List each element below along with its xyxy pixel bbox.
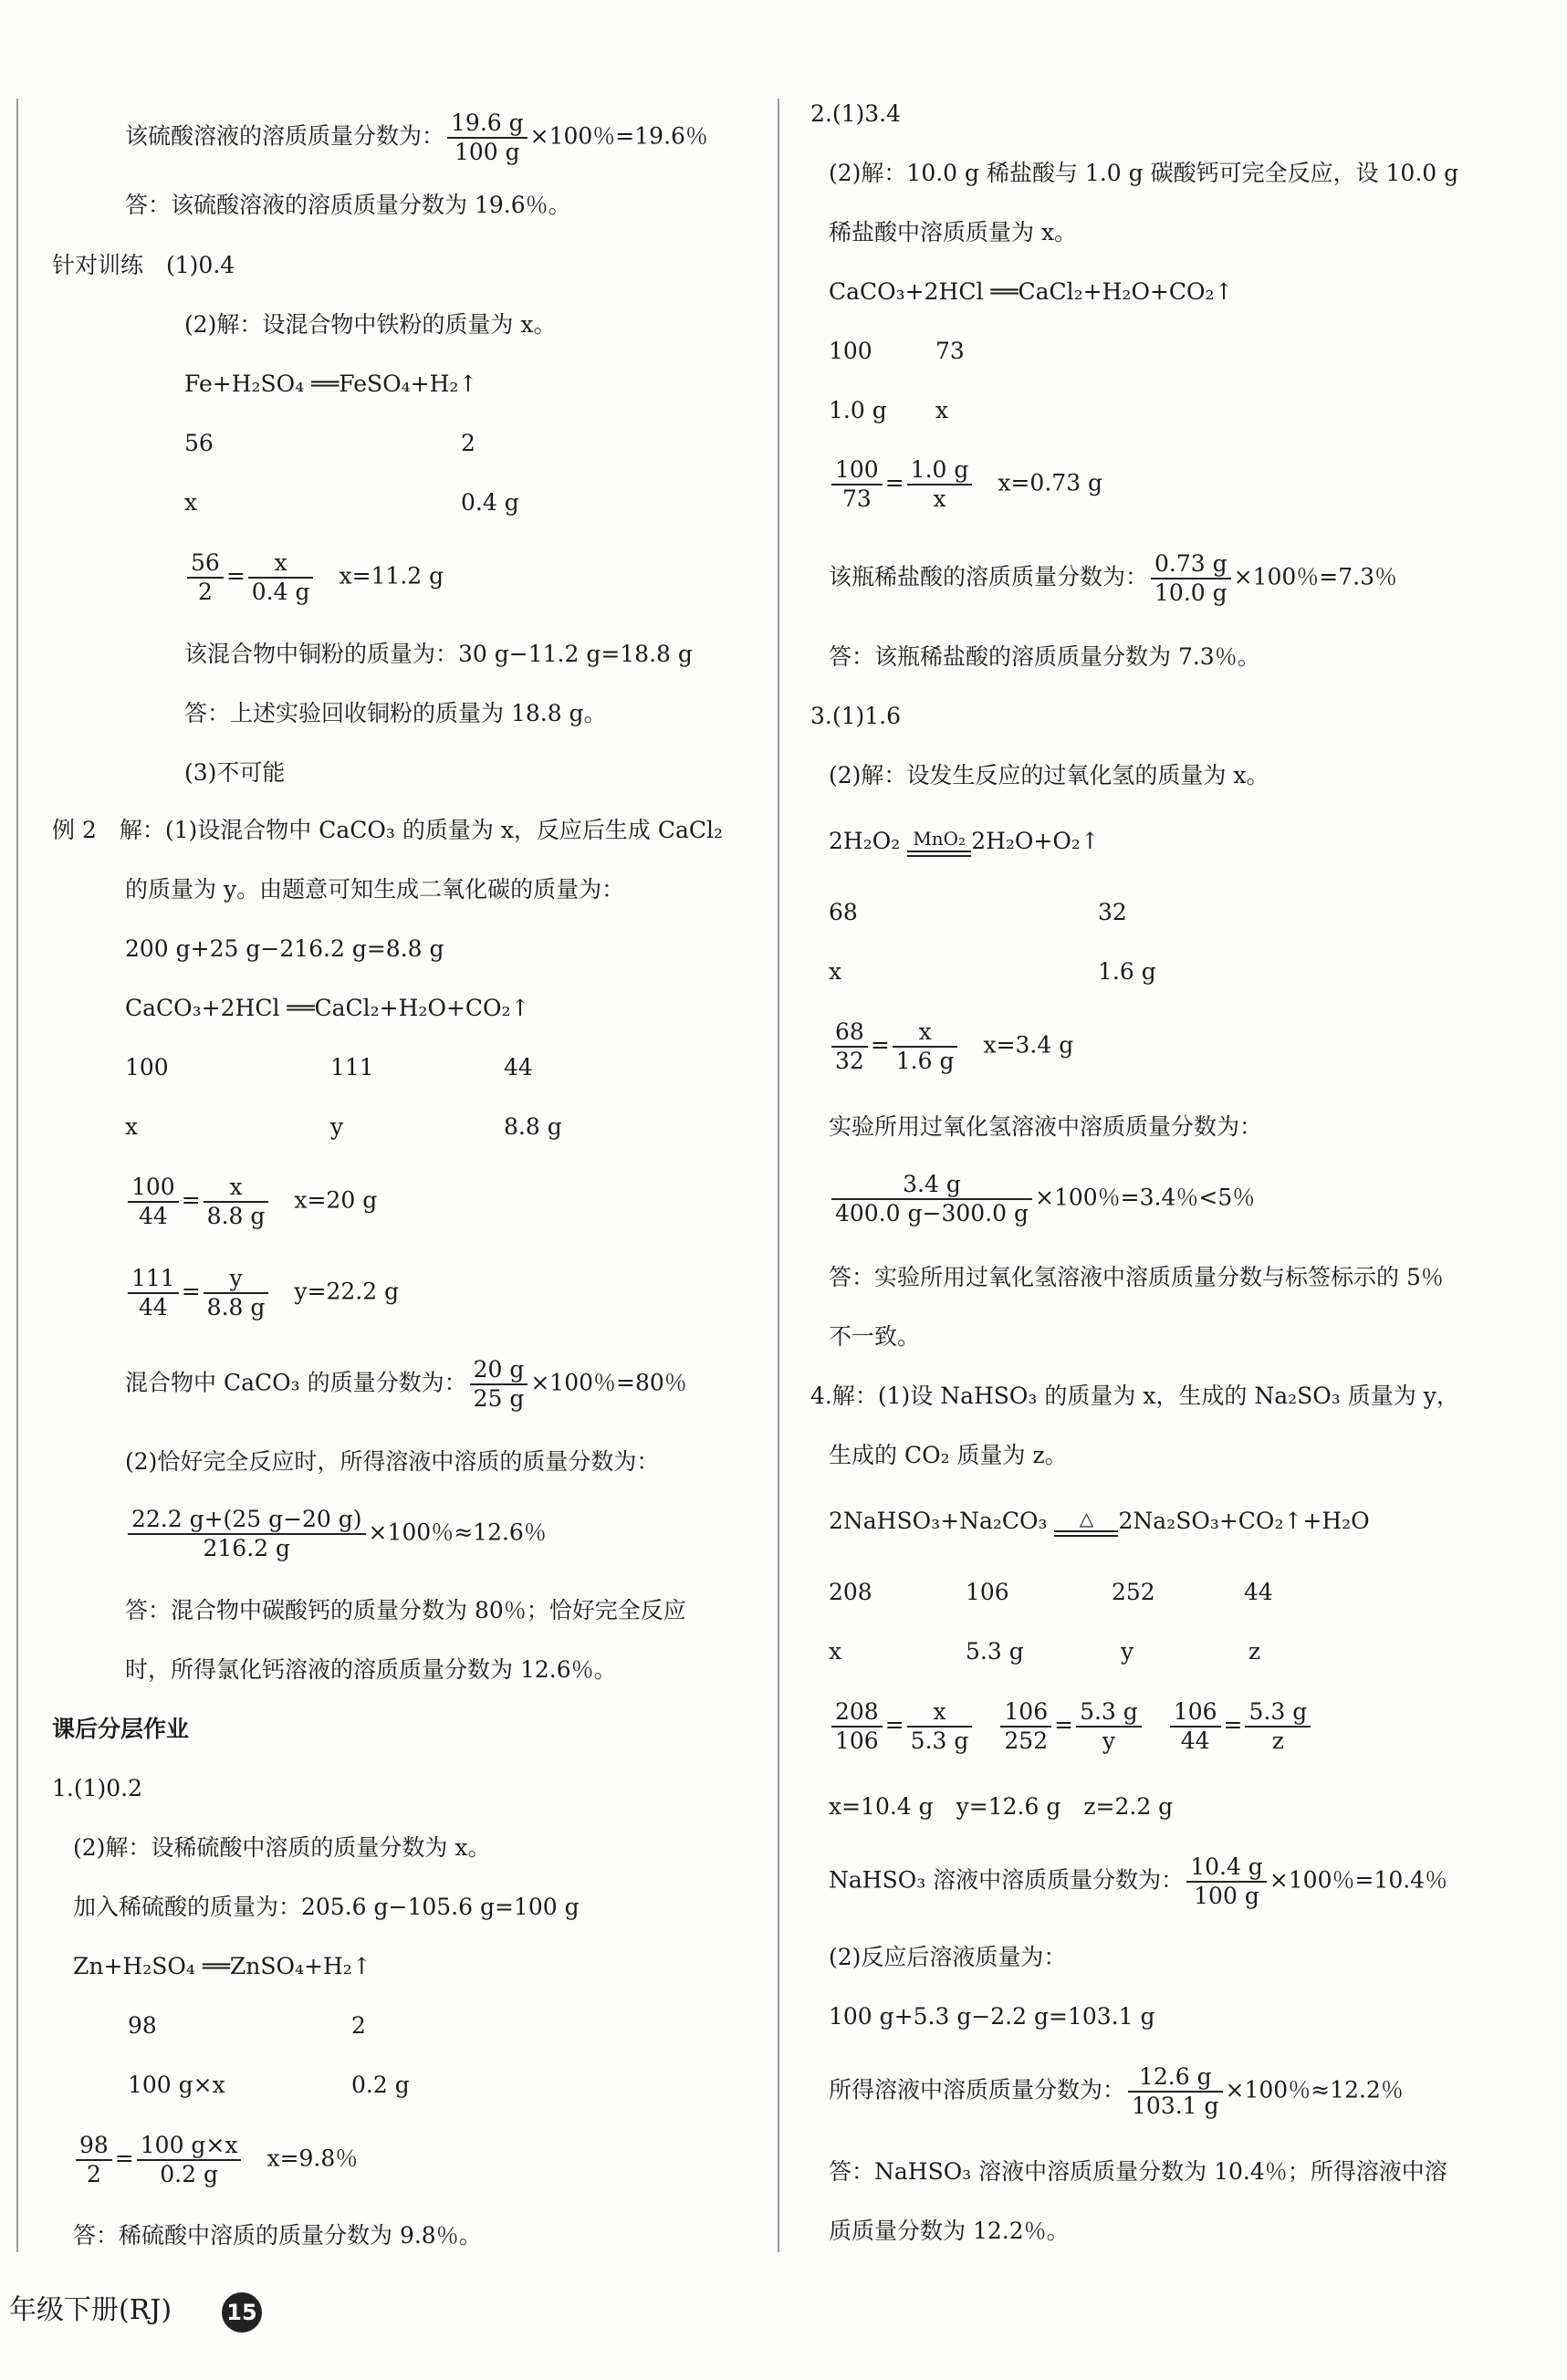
left-line <box>125 993 530 1024</box>
fraction <box>1170 1698 1221 1755</box>
text-run: y=22.2 g <box>271 1278 400 1305</box>
fraction <box>137 2132 242 2188</box>
fraction-denominator: 100 g <box>454 139 520 165</box>
fraction-numerator: 5.3 g <box>1076 1698 1142 1728</box>
text-run: CaCO₃+2HCl ══CaCl₂+H₂O+CO₂↑ <box>125 995 530 1021</box>
left-line <box>73 2132 358 2188</box>
right-line <box>1248 1636 1260 1667</box>
footer-label: 年级下册(RJ) <box>9 2294 172 2326</box>
text-run: Fe+H₂SO₄ ══FeSO₄+H₂↑ <box>184 371 478 397</box>
fraction <box>1000 1698 1051 1755</box>
fraction-denominator: 216.2 g <box>203 1535 291 1561</box>
text-run: = <box>884 1711 904 1738</box>
right-line <box>829 826 1100 857</box>
fraction <box>447 110 528 166</box>
left-line <box>52 1714 189 1745</box>
text-run: 实验所用过氧化氢溶液中溶质质量分数为： <box>829 1113 1263 1140</box>
text-run: 100 <box>829 338 872 364</box>
right-line <box>829 956 841 987</box>
fraction <box>831 1171 1032 1227</box>
fraction-denominator: 44 <box>1180 1728 1210 1754</box>
text-run: 所得溶液中溶质质量分数为： <box>829 2076 1126 2103</box>
left-line <box>504 1052 533 1083</box>
text-run: (2)解：设发生反应的过氧化氢的质量为 x。 <box>829 762 1269 788</box>
text-run: 答：实验所用过氧化氢溶液中溶质质量分数与标签标示的 5％ <box>829 1264 1444 1290</box>
text-run: z <box>1248 1638 1261 1665</box>
text-run: 稀盐酸中溶质质量为 x。 <box>829 219 1078 245</box>
right-line <box>829 1942 1066 1973</box>
fraction-numerator: 106 <box>1000 1698 1051 1728</box>
text-run: 答：混合物中碳酸钙的质量分数为 80％；恰好完全反应 <box>125 1597 686 1623</box>
text-run: x=0.73 g <box>975 469 1103 496</box>
right-line <box>1121 1636 1133 1667</box>
text-run: = <box>1223 1711 1243 1738</box>
right-line <box>966 1636 1024 1667</box>
right-line <box>829 1506 1370 1537</box>
fraction <box>893 1018 958 1075</box>
text-run: 2 <box>461 430 475 456</box>
text-run: 56 <box>184 430 214 456</box>
left-line <box>125 190 571 221</box>
right-line <box>829 1636 841 1667</box>
text-run: 混合物中 CaCO₃ 的质量分数为： <box>125 1369 467 1396</box>
fraction-denominator: z <box>1271 1728 1284 1754</box>
text-run: 44 <box>1244 1579 1273 1605</box>
text-run: 课后分层作业 <box>52 1716 190 1742</box>
right-line <box>1098 897 1127 928</box>
fraction-numerator: 0.73 g <box>1151 550 1231 579</box>
right-line <box>829 456 1102 513</box>
left-line <box>351 2010 366 2041</box>
text-run: 8.8 g <box>504 1113 562 1140</box>
fraction-denominator: 100 g <box>1194 1883 1259 1909</box>
fraction-numerator: 208 <box>831 1698 883 1728</box>
fraction-denominator: 73 <box>841 485 872 512</box>
text-run: NaHSO₃ 溶液中溶质质量分数为： <box>829 1866 1185 1894</box>
fraction-denominator: 2 <box>197 579 213 605</box>
fraction <box>204 1174 269 1230</box>
fraction-numerator: 22.2 g+(25 g−20 g) <box>128 1506 366 1535</box>
left-line <box>184 369 477 400</box>
text-run: 0.4 g <box>461 489 519 516</box>
fraction-numerator: 111 <box>128 1265 179 1294</box>
left-line <box>52 250 235 281</box>
fraction <box>128 1265 179 1321</box>
text-run: 5.3 g <box>966 1638 1024 1665</box>
left-line <box>184 639 693 670</box>
right-line <box>829 1112 1262 1143</box>
text-run: x <box>184 489 198 516</box>
text-run: 质质量分数为 12.2％。 <box>829 2218 1070 2244</box>
text-run: ×100％=80％ <box>530 1369 687 1396</box>
equation-left: 2NaHSO₃+Na₂CO₃ <box>829 1508 1055 1534</box>
fraction-denominator: 8.8 g <box>206 1203 266 1229</box>
text-run: 4.解：(1)设 NaHSO₃ 的质量为 x，生成的 Na₂SO₃ 质量为 y， <box>810 1383 1459 1409</box>
text-run: 100 g+5.3 g−2.2 g=103.1 g <box>829 2003 1155 2030</box>
left-line <box>125 1655 617 1686</box>
text-run: (2)解：设混合物中铁粉的质量为 x。 <box>184 311 557 338</box>
right-line <box>829 336 872 367</box>
equation-right: 2H₂O+O₂↑ <box>971 828 1100 854</box>
left-line <box>125 1052 169 1083</box>
fraction-denominator: 103.1 g <box>1132 2093 1219 2119</box>
fraction-numerator: 106 <box>1170 1698 1221 1728</box>
right-line <box>829 1698 1313 1755</box>
text-run: 2 <box>351 2012 366 2039</box>
right-line <box>829 1791 1173 1822</box>
right-line <box>829 1018 1073 1075</box>
text-run: x <box>125 1113 139 1140</box>
text-run: Zn+H₂SO₄ ══ZnSO₄+H₂↑ <box>73 1953 371 1979</box>
fraction <box>1245 1698 1311 1755</box>
right-line <box>829 277 1234 308</box>
right-line <box>829 2216 1070 2247</box>
text-run: 1.(1)0.2 <box>52 1775 143 1801</box>
text-run: 该混合物中铜粉的质量为：30 g−11.2 g=18.8 g <box>184 641 693 667</box>
fraction <box>248 549 314 606</box>
reaction-condition-sign <box>1054 1508 1118 1537</box>
left-line <box>351 2070 410 2101</box>
right-line <box>829 217 1077 248</box>
text-run: x <box>829 958 842 985</box>
fraction-numerator: x <box>204 1174 269 1203</box>
text-run: = <box>225 562 245 590</box>
text-run: 68 <box>829 899 858 925</box>
fraction-numerator: 100 g×x <box>137 2132 242 2161</box>
fraction-denominator: 0.4 g <box>251 579 310 605</box>
text-run: 44 <box>504 1054 533 1080</box>
text-run: 答：上述实验回收铜粉的质量为 18.8 g。 <box>184 700 607 726</box>
text-run: x=20 g <box>271 1186 378 1214</box>
text-run: 200 g+25 g−216.2 g=8.8 g <box>125 935 444 962</box>
text-run: 2.(1)3.4 <box>810 100 902 127</box>
fraction-numerator: 5.3 g <box>1245 1698 1311 1728</box>
left-line <box>125 1174 377 1230</box>
fraction <box>1151 550 1231 607</box>
text-run: x=10.4 g y=12.6 g z=2.2 g <box>829 1793 1174 1820</box>
right-line <box>1112 1577 1155 1608</box>
fraction <box>1186 1853 1267 1910</box>
text-run: x=3.4 g <box>960 1031 1074 1059</box>
text-run: ×100％=3.4％<5％ <box>1035 1184 1256 1211</box>
fraction-numerator: x <box>893 1018 958 1048</box>
left-line <box>52 815 723 846</box>
text-run <box>1144 1712 1167 1738</box>
left-line <box>184 428 214 459</box>
right-line <box>829 1577 872 1608</box>
text-run: 的质量为 y。由题意可知生成二氧化碳的质量为： <box>125 876 625 903</box>
text-run: = <box>181 1278 201 1305</box>
text-run: ×100％≈12.2％ <box>1225 2076 1404 2103</box>
text-run: = <box>1054 1711 1074 1738</box>
fraction-numerator: 98 <box>76 2132 112 2161</box>
right-line <box>829 642 1260 673</box>
right-line <box>829 897 858 928</box>
left-line <box>73 1892 580 1923</box>
fraction-denominator: 2 <box>86 2161 101 2187</box>
text-run <box>975 1712 998 1738</box>
fraction <box>76 2132 112 2188</box>
right-line <box>935 395 948 426</box>
left-line <box>125 1265 399 1321</box>
fraction <box>907 456 973 513</box>
text-run: ×100％≈12.6％ <box>368 1519 547 1546</box>
text-run: 答：NaHSO₃ 溶液中溶质质量分数为 10.4％；所得溶液中溶 <box>829 2158 1447 2185</box>
fraction <box>470 1356 528 1413</box>
right-line <box>829 2001 1154 2032</box>
fraction <box>907 1698 973 1755</box>
left-line <box>125 1112 138 1143</box>
left-line <box>461 487 519 518</box>
text-run: ×100％=7.3％ <box>1233 563 1398 590</box>
text-run: 98 <box>128 2012 157 2039</box>
right-line <box>966 1577 1009 1608</box>
text-run: (2)恰好完全反应时，所得溶液中溶质的质量分数为： <box>125 1448 660 1475</box>
left-line <box>184 309 556 340</box>
right-line <box>810 99 901 130</box>
left-line <box>125 934 444 965</box>
page-number-badge: 15 <box>222 2292 262 2333</box>
text-run: 100 g×x <box>128 2072 225 2098</box>
fraction <box>831 456 883 513</box>
left-line <box>73 1951 371 1982</box>
fraction-numerator: 56 <box>187 549 224 579</box>
text-run: ×100％=10.4％ <box>1269 1866 1448 1894</box>
text-run: = <box>181 1186 201 1214</box>
fraction <box>128 1506 366 1562</box>
left-line <box>330 1112 343 1143</box>
column-divider <box>778 99 779 2252</box>
text-run: 加入稀硫酸的质量为：205.6 g−105.6 g=100 g <box>73 1894 580 1920</box>
text-run: (2)反应后溶液质量为： <box>829 1944 1067 1970</box>
text-run: x <box>935 397 949 423</box>
right-line <box>829 760 1269 791</box>
text-run: 时，所得氯化钙溶液的溶质质量分数为 12.6％。 <box>125 1656 617 1683</box>
left-line <box>128 2070 225 2101</box>
fraction <box>187 549 224 606</box>
reaction-condition-sign <box>907 829 971 857</box>
text-run: x=9.8％ <box>244 2145 359 2172</box>
text-run: 111 <box>330 1054 374 1080</box>
reaction-condition: △ <box>1079 1508 1094 1529</box>
fraction-numerator: 10.4 g <box>1186 1853 1267 1883</box>
fraction-denominator: 5.3 g <box>910 1728 969 1754</box>
right-line <box>1244 1577 1273 1608</box>
equation-right: 2Na₂SO₃+CO₂↑+H₂O <box>1118 1508 1370 1534</box>
right-line <box>829 1171 1255 1227</box>
left-line <box>128 2010 157 2041</box>
fraction-numerator: 20 g <box>470 1356 528 1385</box>
text-run: y <box>330 1113 344 1140</box>
fraction-numerator: 12.6 g <box>1128 2063 1223 2093</box>
fraction-numerator: x <box>248 549 314 579</box>
fraction-numerator: 100 <box>831 456 883 485</box>
text-run: 针对训练 (1)0.4 <box>52 252 235 278</box>
text-run: = <box>114 2145 134 2172</box>
text-run: 100 <box>125 1054 169 1080</box>
right-line <box>935 336 965 367</box>
fraction-numerator: 19.6 g <box>447 110 528 139</box>
text-run: (2)解：设稀硫酸中溶质的质量分数为 x。 <box>73 1834 491 1861</box>
right-line <box>829 158 1458 189</box>
left-line <box>52 1773 142 1804</box>
text-run: 0.2 g <box>351 2072 410 2098</box>
left-line <box>184 549 444 606</box>
fraction-denominator: 400.0 g−300.0 g <box>835 1200 1029 1227</box>
fraction-denominator: 106 <box>835 1728 879 1754</box>
fraction <box>204 1265 269 1321</box>
text-run: 该瓶稀盐酸的溶质质量分数为： <box>829 563 1149 590</box>
text-run: 106 <box>966 1579 1009 1605</box>
left-line <box>125 1356 687 1413</box>
text-run: 例 2 解：(1)设混合物中 CaCO₃ 的质量为 x，反应后生成 CaCl₂ <box>52 817 724 843</box>
left-line <box>504 1112 562 1143</box>
right-line <box>829 1321 920 1352</box>
text-run: x <box>829 1638 842 1665</box>
equation-left: 2H₂O₂ <box>829 828 908 854</box>
text-run: CaCO₃+2HCl ══CaCl₂+H₂O+CO₂↑ <box>829 278 1234 305</box>
right-line <box>829 1262 1444 1293</box>
fraction <box>1076 1698 1142 1755</box>
fraction-denominator: x <box>933 485 946 512</box>
right-line <box>829 395 887 426</box>
fraction-numerator: y <box>204 1265 269 1294</box>
fraction-denominator: 10.0 g <box>1154 579 1227 606</box>
left-line <box>73 2220 482 2251</box>
fraction-numerator: 100 <box>128 1174 179 1203</box>
right-line <box>829 1853 1447 1910</box>
text-run: 答：该瓶稀盐酸的溶质质量分数为 7.3％。 <box>829 643 1260 670</box>
text-run: ×100％=19.6％ <box>529 122 708 150</box>
text-run: x=11.2 g <box>316 562 444 590</box>
left-line <box>184 757 285 788</box>
text-run: 1.0 g <box>829 397 887 423</box>
fraction-denominator: 32 <box>835 1048 864 1074</box>
fraction-numerator: 3.4 g <box>831 1171 1032 1200</box>
text-run: 答：该硫酸溶液的溶质质量分数为 19.6％。 <box>125 192 571 218</box>
text-run: 生成的 CO₂ 质量为 z。 <box>829 1442 1068 1468</box>
fraction-denominator: 44 <box>138 1203 168 1229</box>
text-run: (3)不可能 <box>184 759 286 786</box>
left-line <box>125 1595 686 1626</box>
text-run: = <box>884 469 904 496</box>
left-line <box>125 110 708 166</box>
text-run: 答：稀硫酸中溶质的质量分数为 9.8％。 <box>73 2222 482 2249</box>
fraction <box>831 1698 883 1755</box>
left-line <box>125 1506 547 1562</box>
right-line <box>829 2156 1447 2187</box>
fraction-numerator: x <box>907 1698 973 1728</box>
fraction <box>128 1174 179 1230</box>
fraction-denominator: 44 <box>138 1294 168 1320</box>
fraction-denominator: y <box>1102 1728 1115 1754</box>
right-line <box>829 2063 1404 2120</box>
left-line <box>125 874 624 905</box>
right-line <box>829 550 1397 607</box>
fraction <box>1128 2063 1223 2120</box>
text-run: 32 <box>1098 899 1127 925</box>
left-line <box>73 1832 490 1863</box>
left-line <box>184 487 197 518</box>
fraction-numerator: 1.0 g <box>907 456 973 485</box>
fraction-denominator: 25 g <box>473 1385 525 1412</box>
fraction-numerator: 68 <box>831 1018 868 1048</box>
text-run: 73 <box>935 338 965 364</box>
left-line <box>184 698 607 729</box>
right-line <box>810 1381 1459 1412</box>
fraction-denominator: 252 <box>1004 1728 1049 1754</box>
text-run: = <box>870 1031 890 1059</box>
left-line <box>461 428 475 459</box>
text-run: 208 <box>829 1579 872 1605</box>
left-margin-rule <box>16 99 18 2252</box>
fraction-denominator: 8.8 g <box>206 1294 266 1320</box>
fraction-denominator: 0.2 g <box>160 2161 218 2187</box>
text-run: 1.6 g <box>1098 958 1156 985</box>
fraction-denominator: 1.6 g <box>895 1048 955 1074</box>
left-line <box>125 1446 659 1477</box>
right-line <box>829 1440 1068 1471</box>
text-run: 不一致。 <box>829 1323 921 1350</box>
right-line <box>1098 956 1156 987</box>
right-line <box>810 701 901 732</box>
text-run: y <box>1121 1638 1134 1665</box>
text-run: (2)解：10.0 g 稀盐酸与 1.0 g 碳酸钙可完全反应，设 10.0 g <box>829 160 1459 186</box>
reaction-condition: MnO₂ <box>913 828 966 850</box>
fraction <box>831 1018 868 1075</box>
text-run: 3.(1)1.6 <box>810 703 902 729</box>
text-run: 252 <box>1112 1579 1155 1605</box>
text-run: 该硫酸溶液的溶质质量分数为： <box>125 122 445 150</box>
left-line <box>330 1052 374 1083</box>
